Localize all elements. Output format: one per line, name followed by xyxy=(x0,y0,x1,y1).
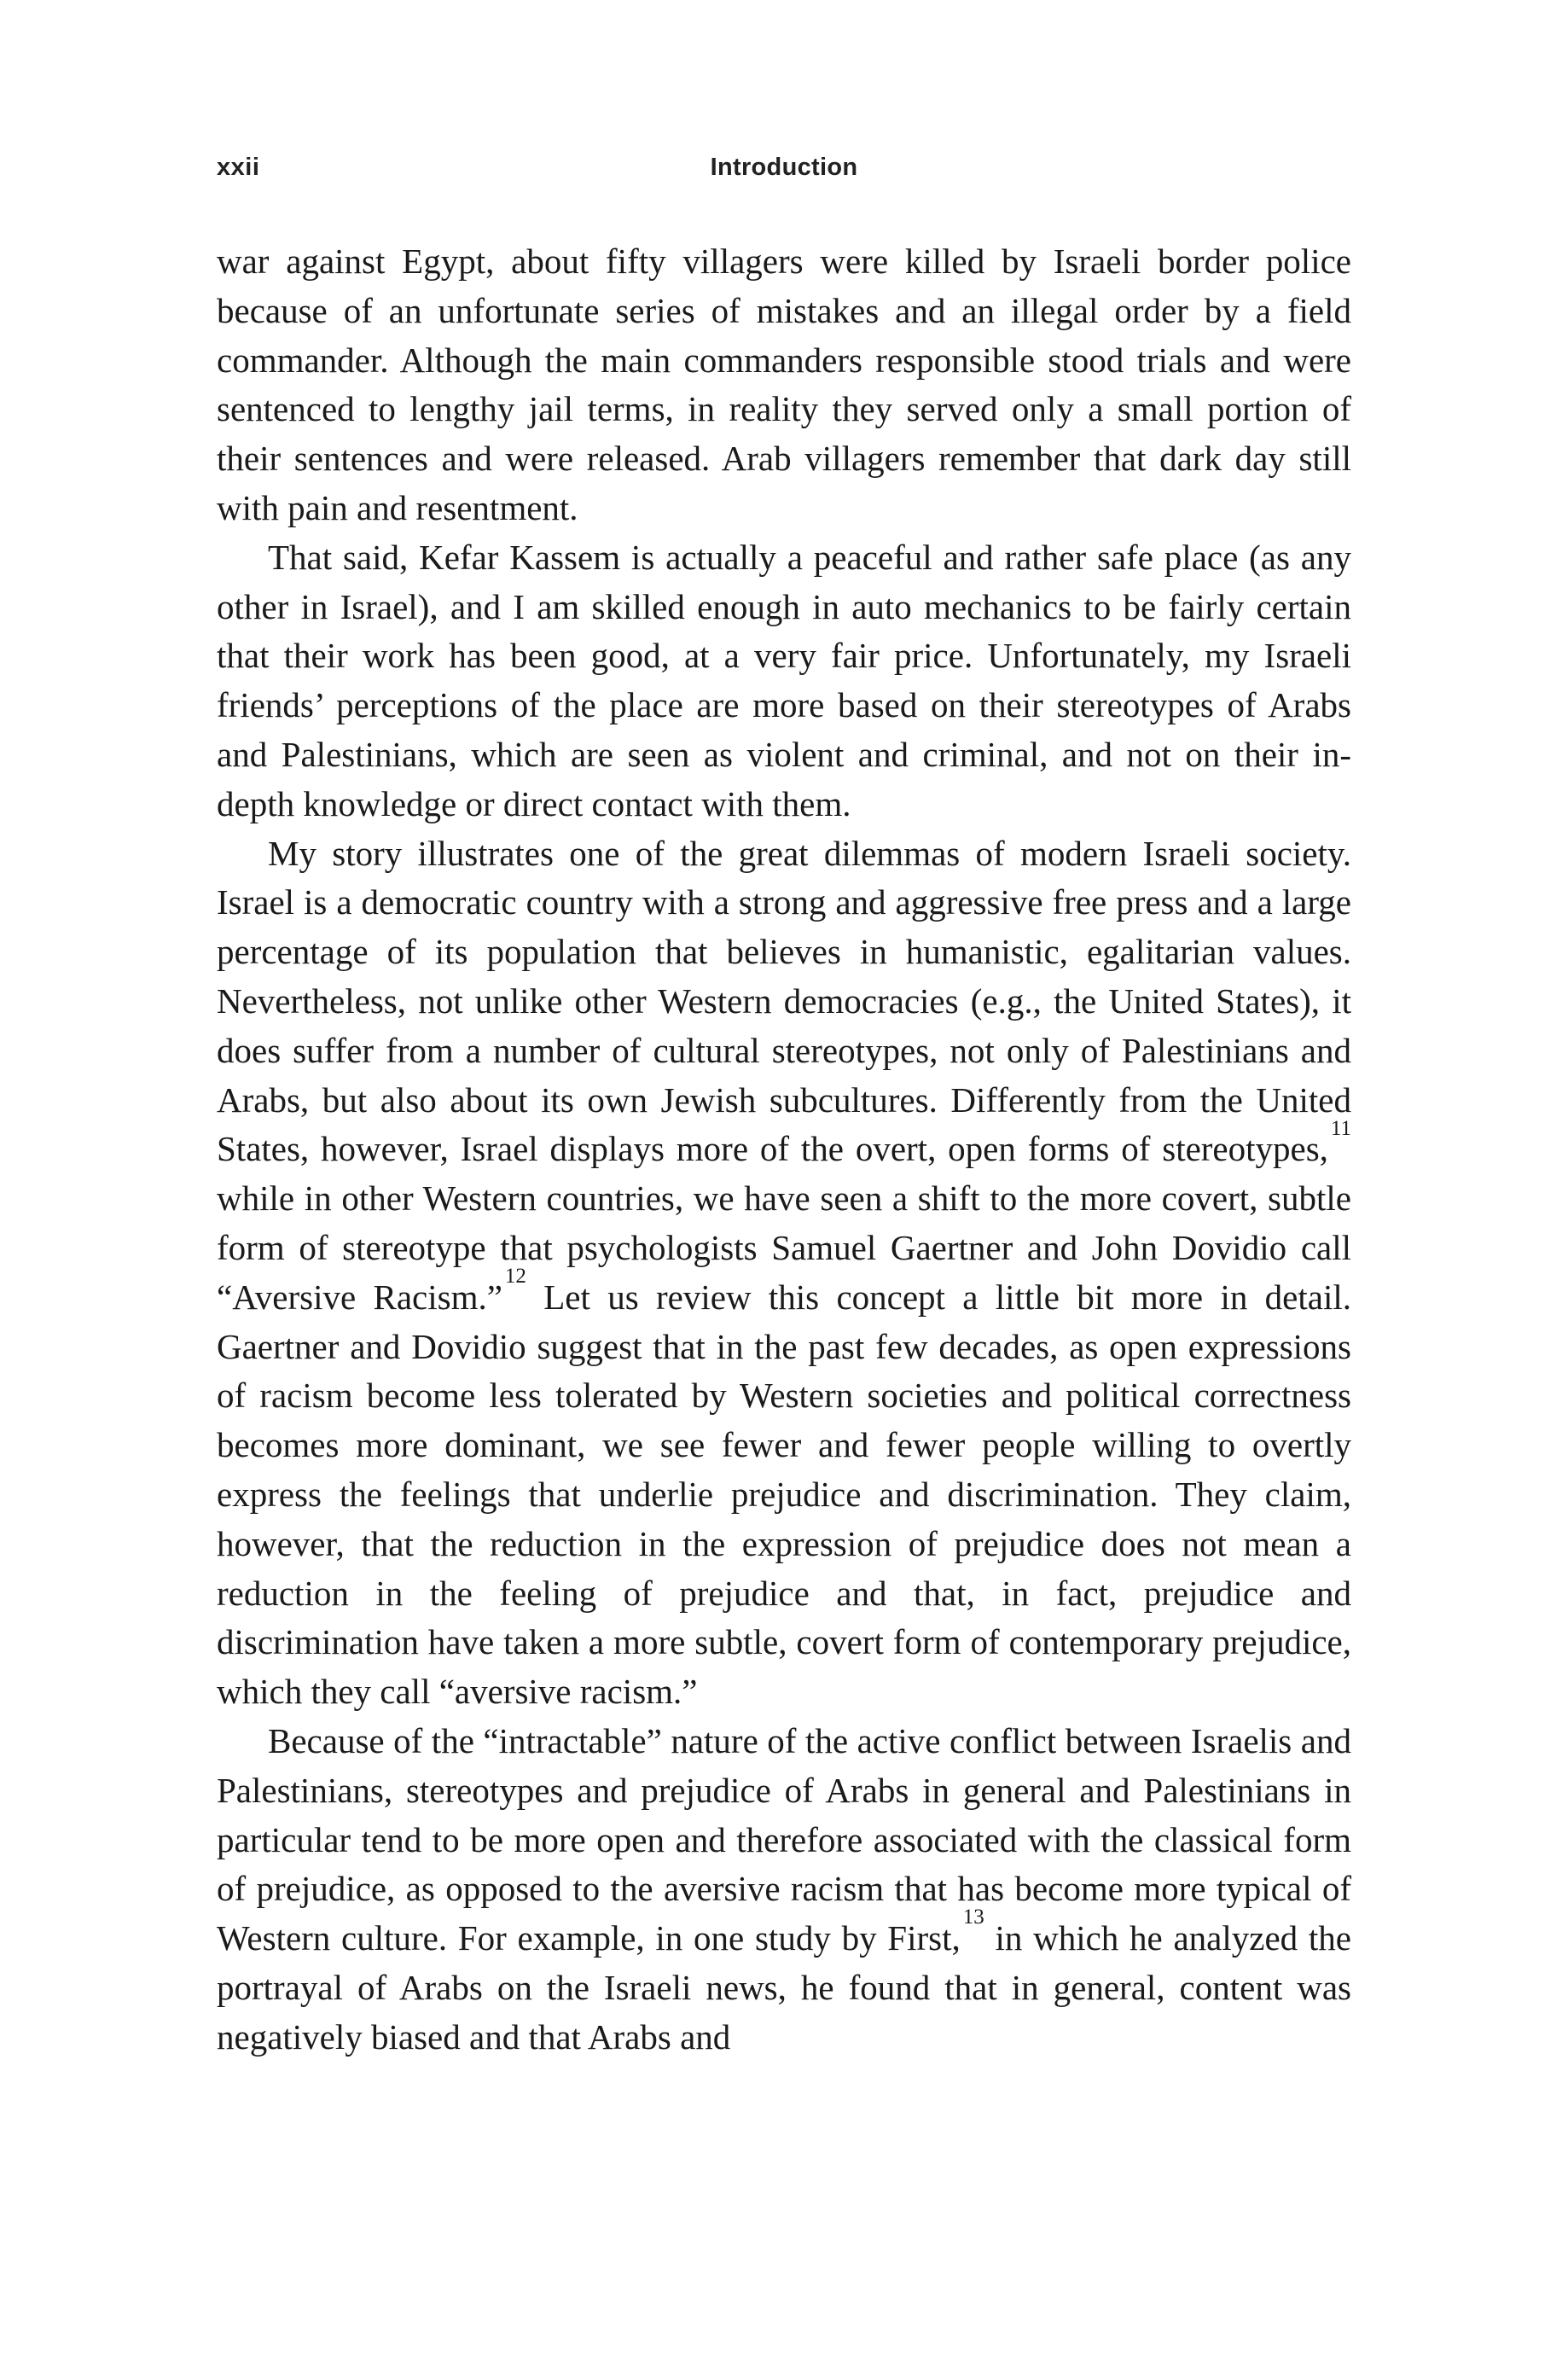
footnote-marker-11: 11 xyxy=(1330,1116,1351,1140)
paragraph-3-text-b: while in other Western countries, we have seen a shift to the more covert, subtle form of stereotype that psychologists Samuel Gaertner and John Dovidio call “Aversive Racism.” xyxy=(217,1178,1351,1317)
running-title: Introduction xyxy=(710,154,858,181)
footnote-marker-12: 12 xyxy=(504,1265,526,1289)
footnote-marker-13: 13 xyxy=(962,1905,984,1929)
paragraph-3 xyxy=(217,829,1351,1717)
paragraph-4-text-a: Because of the “intractable” nature of the active conflict between Israelis and Palestinians, stereotypes and prejudice of Arabs in general and Palestinians in particular tend to be more open and therefore associated with the classical form of prejudice, as opposed to the aversive racism that has become more typical of Western culture. For example, in one study by First, xyxy=(217,1720,1351,1958)
body-text xyxy=(217,237,1351,2062)
running-head xyxy=(217,154,1351,191)
paragraph-4-text-b: in which he analyzed the portrayal of Arabs on the Israeli news, he found that in general, content was negatively biased and that Arabs and xyxy=(217,1918,1351,2057)
paragraph-3-text-a: My story illustrates one of the great dilemmas of modern Israeli society. Israel is a democratic country with a strong and aggressive free press and a large percentage of its population that believes in humanistic, egalitarian values. Nevertheless, not unlike other Western democracies (e.g., the United States), it does suffer from a number of cultural stereotypes, not only of Palestinians and Arabs, but also about its own Jewish subcultures. Differently from the United States, however, Israel displays more of the overt, open forms of stereotypes, xyxy=(217,833,1351,1169)
paragraph-4 xyxy=(217,1717,1351,2063)
page-number: xxii xyxy=(217,154,260,181)
paragraph-3-text-c: Let us review this concept a little bit more in detail. Gaertner and Dovidio suggest that in the past few decades, as open expressions of racism become less tolerated by Western societies and political correctness becomes more dominant, we see fewer and fewer people willing to overtly express the feelings that underlie prejudice and discrimination. They claim, however, that the reduction in the expression of prejudice does not mean a reduction in the feeling of prejudice and that, in fact, prejudice and discrimination have taken a more subtle, covert form of contemporary prejudice, which they call “aversive racism.” xyxy=(217,1277,1351,1712)
paragraph-1: war against Egypt, about fifty villagers were killed by Israeli border police because of an unfortunate series of mistakes and an illegal order by a field commander. Although the main commanders responsible stood trials and were sentenced to lengthy jail terms, in reality they served only a small portion of their sentences and were released. Arab villagers remember that dark day still with pain and resentment. xyxy=(217,241,1351,527)
paragraph-2: That said, Kefar Kassem is actually a peaceful and rather safe place (as any other in Israel), and I am skilled enough in auto mechanics to be fairly certain that their work has been good, at a very fair price. Unfortunately, my Israeli friends’ perceptions of the place are more based on their stereotypes of Arabs and Palestinians, which are seen as violent and criminal, and not on their in-depth knowledge or direct contact with them. xyxy=(217,537,1351,823)
